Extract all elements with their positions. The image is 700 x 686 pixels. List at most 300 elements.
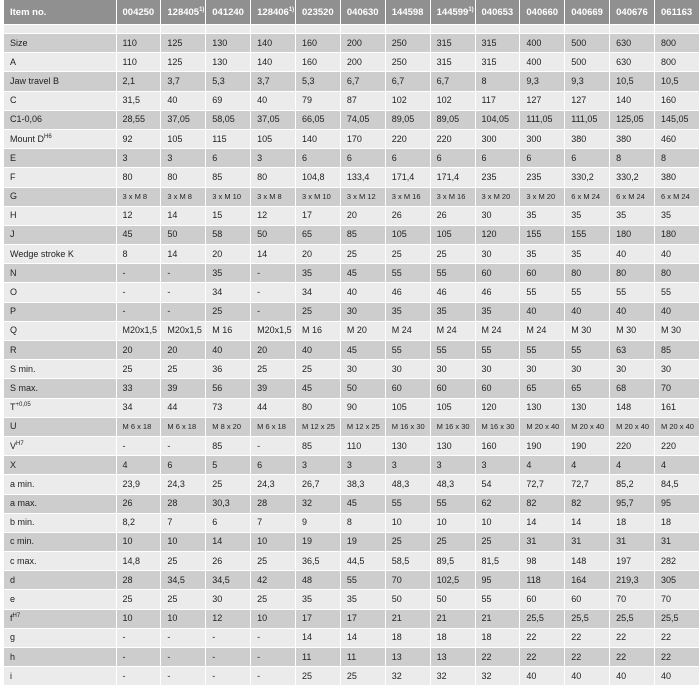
table-row	[4, 513, 700, 532]
table-cell: -	[251, 283, 296, 302]
table-cell: 80	[610, 264, 655, 283]
table-row	[4, 609, 700, 628]
table-cell: 140	[296, 129, 341, 148]
table-cell: 37,05	[161, 110, 206, 129]
table-cell: 3 x M 12	[340, 187, 385, 206]
table-cell: 55	[430, 264, 475, 283]
table-cell: M 20 x 40	[655, 417, 700, 436]
table-cell: 44,5	[340, 552, 385, 571]
table-cell: 2,1	[116, 72, 161, 91]
table-cell: 55	[565, 341, 610, 360]
table-cell: M 24	[430, 321, 475, 340]
table-cell: 14	[206, 532, 251, 551]
table-cell: 26,7	[296, 475, 341, 494]
table-cell: 46	[430, 283, 475, 302]
table-cell: 30	[206, 590, 251, 609]
table-cell: 3 x M 8	[161, 187, 206, 206]
table-cell: 380	[565, 129, 610, 148]
table-cell: 170	[340, 129, 385, 148]
table-cell: 28	[116, 571, 161, 590]
table-cell: 46	[385, 283, 430, 302]
table-cell: 30	[385, 360, 430, 379]
table-cell: 11	[296, 648, 341, 667]
table-cell: 110	[116, 34, 161, 53]
table-cell: 10	[161, 609, 206, 628]
table-cell: 50	[340, 379, 385, 398]
table-cell: -	[116, 302, 161, 321]
table-cell: 6 x M 24	[610, 187, 655, 206]
table-cell: 380	[655, 168, 700, 187]
table-cell: 25	[251, 590, 296, 609]
table-cell: 50	[385, 590, 430, 609]
table-cell: 33	[116, 379, 161, 398]
item-number-header: 004250	[116, 0, 161, 25]
table-cell: 60	[520, 590, 565, 609]
table-cell: -	[116, 264, 161, 283]
table-cell: 65	[296, 225, 341, 244]
table-cell: 6	[430, 149, 475, 168]
table-cell: 81,5	[475, 552, 520, 571]
table-cell: 66,05	[296, 110, 341, 129]
table-cell: 89,05	[430, 110, 475, 129]
table-row	[4, 456, 700, 475]
table-cell: 30	[475, 360, 520, 379]
table-cell: 13	[430, 648, 475, 667]
table-cell: 20	[296, 245, 341, 264]
table-cell: 46	[475, 283, 520, 302]
table-cell: 4	[116, 456, 161, 475]
table-row	[4, 494, 700, 513]
table-cell: 155	[565, 225, 610, 244]
table-body	[4, 25, 700, 686]
table-cell: 10	[385, 513, 430, 532]
table-cell: 45	[296, 379, 341, 398]
table-cell: 22	[610, 648, 655, 667]
table-cell: 21	[430, 609, 475, 628]
table-cell: 12	[251, 206, 296, 225]
table-cell: 19	[340, 532, 385, 551]
table-cell: 22	[565, 628, 610, 647]
table-cell: 58,05	[206, 110, 251, 129]
table-cell: 85,2	[610, 475, 655, 494]
table-cell: 24,3	[161, 475, 206, 494]
table-cell: 3	[475, 456, 520, 475]
table-cell: 200	[340, 53, 385, 72]
table-cell: 12	[206, 609, 251, 628]
table-cell: 70	[655, 379, 700, 398]
table-row	[4, 302, 700, 321]
table-cell: 800	[655, 34, 700, 53]
table-cell: 40	[655, 667, 700, 686]
table-cell: 220	[655, 436, 700, 455]
table-cell: 118	[520, 571, 565, 590]
table-row	[4, 321, 700, 340]
table-cell: -	[161, 628, 206, 647]
table-cell: 160	[296, 53, 341, 72]
table-cell: 70	[610, 590, 655, 609]
table-cell: 6 x M 24	[655, 187, 700, 206]
table-cell: 35	[565, 206, 610, 225]
table-cell: 40	[565, 302, 610, 321]
table-cell: 40	[655, 245, 700, 264]
table-cell: 14	[251, 245, 296, 264]
row-label: e	[4, 590, 116, 609]
table-cell: 10	[430, 513, 475, 532]
table-row	[4, 590, 700, 609]
table-cell: 58	[206, 225, 251, 244]
table-cell: 55	[520, 283, 565, 302]
table-cell: -	[206, 667, 251, 686]
table-cell: 25,5	[655, 609, 700, 628]
table-cell: 10	[161, 532, 206, 551]
table-cell: 13	[385, 648, 430, 667]
table-cell: 30	[565, 360, 610, 379]
row-label: C1-0,06	[4, 110, 116, 129]
table-cell: 161	[655, 398, 700, 417]
table-cell: 85	[296, 436, 341, 455]
table-cell: 20	[206, 245, 251, 264]
table-cell: 25	[430, 532, 475, 551]
row-label: G	[4, 187, 116, 206]
table-cell: 5	[206, 456, 251, 475]
table-cell: 10	[116, 609, 161, 628]
table-cell: 62	[475, 494, 520, 513]
table-cell: M 20 x 40	[565, 417, 610, 436]
table-cell: 35	[340, 590, 385, 609]
table-cell: -	[116, 628, 161, 647]
table-cell: 10	[475, 513, 520, 532]
row-label: a min.	[4, 475, 116, 494]
table-cell: 50	[161, 225, 206, 244]
table-cell: 45	[116, 225, 161, 244]
table-cell: 6,7	[385, 72, 430, 91]
table-cell: 500	[565, 53, 610, 72]
table-cell: 32	[296, 494, 341, 513]
table-cell: 3 x M 10	[296, 187, 341, 206]
table-cell: 70	[385, 571, 430, 590]
table-row	[4, 187, 700, 206]
table-cell: 55	[430, 494, 475, 513]
table-cell: 74,05	[340, 110, 385, 129]
table-cell: 180	[655, 225, 700, 244]
table-cell: 164	[565, 571, 610, 590]
table-cell: 6	[161, 456, 206, 475]
item-number-header: 040660	[520, 0, 565, 25]
table-cell: -	[161, 436, 206, 455]
row-label: S min.	[4, 360, 116, 379]
table-cell: 34,5	[206, 571, 251, 590]
table-cell: 6,7	[430, 72, 475, 91]
item-no-header: Item no.	[4, 0, 116, 25]
table-cell: 300	[520, 129, 565, 148]
table-cell: 34	[116, 398, 161, 417]
table-cell: 79	[296, 91, 341, 110]
table-cell: 6,7	[340, 72, 385, 91]
table-cell: 56	[206, 379, 251, 398]
table-cell: 50	[430, 590, 475, 609]
table-cell: -	[161, 667, 206, 686]
table-cell: 17	[296, 609, 341, 628]
table-cell: 6	[520, 149, 565, 168]
row-label: O	[4, 283, 116, 302]
table-cell: 72,7	[565, 475, 610, 494]
table-cell: 20	[161, 341, 206, 360]
table-cell: 89,5	[430, 552, 475, 571]
table-cell: M 16 x 30	[385, 417, 430, 436]
table-cell: 30	[430, 360, 475, 379]
table-cell: 171,4	[385, 168, 430, 187]
table-cell: 28,55	[116, 110, 161, 129]
table-cell: -	[251, 302, 296, 321]
row-label: A	[4, 53, 116, 72]
table-cell: 35	[296, 264, 341, 283]
table-cell: 25	[385, 245, 430, 264]
table-cell: 25	[206, 475, 251, 494]
table-cell: 95	[655, 494, 700, 513]
table-cell: 120	[475, 398, 520, 417]
table-cell: 36,5	[296, 552, 341, 571]
table-cell: 25	[161, 552, 206, 571]
table-cell: 7	[161, 513, 206, 532]
item-number-header: 040669	[565, 0, 610, 25]
table-cell: 125	[161, 34, 206, 53]
table-cell: 35	[520, 245, 565, 264]
table-cell: 130	[385, 436, 430, 455]
table-cell: 25,5	[610, 609, 655, 628]
table-cell: 25	[296, 360, 341, 379]
table-cell: 55	[385, 494, 430, 513]
table-cell: -	[251, 628, 296, 647]
row-label: $V^{H7}$	[4, 436, 116, 455]
table-cell: 3 x M 20	[475, 187, 520, 206]
table-cell: 80	[655, 264, 700, 283]
table-row	[4, 264, 700, 283]
table-cell: 111,05	[565, 110, 610, 129]
table-cell: 102,5	[430, 571, 475, 590]
table-cell: 380	[610, 129, 655, 148]
item-number-header: 144599$^{1)}$	[430, 0, 475, 25]
row-label: Size	[4, 34, 116, 53]
table-cell: 22	[655, 648, 700, 667]
table-cell: 20	[251, 341, 296, 360]
table-cell: 8	[655, 149, 700, 168]
row-label: c min.	[4, 532, 116, 551]
table-cell: 10	[116, 532, 161, 551]
table-cell: 25	[116, 360, 161, 379]
table-cell: 190	[565, 436, 610, 455]
table-cell: 31	[565, 532, 610, 551]
table-cell: 18	[385, 628, 430, 647]
item-number-header: 040676	[610, 0, 655, 25]
table-cell: 15	[206, 206, 251, 225]
table-cell: 60	[475, 264, 520, 283]
table-cell: -	[251, 264, 296, 283]
table-cell: 3	[296, 456, 341, 475]
table-row	[4, 225, 700, 244]
table-cell: 6	[385, 149, 430, 168]
row-label: N	[4, 264, 116, 283]
table-cell: 98	[520, 552, 565, 571]
table-cell: 63	[610, 341, 655, 360]
table-cell: 25	[296, 667, 341, 686]
table-cell: 800	[655, 53, 700, 72]
table-cell: 80	[251, 168, 296, 187]
table-cell: 84,5	[655, 475, 700, 494]
table-cell: 55	[430, 341, 475, 360]
item-number-header: 040653	[475, 0, 520, 25]
table-cell: 400	[520, 53, 565, 72]
row-label: E	[4, 149, 116, 168]
row-label: F	[4, 168, 116, 187]
table-cell: 6	[475, 149, 520, 168]
table-cell: 32	[430, 667, 475, 686]
table-cell: 35	[475, 302, 520, 321]
table-cell: 22	[565, 648, 610, 667]
table-cell: 133,4	[340, 168, 385, 187]
table-cell: M 20 x 40	[520, 417, 565, 436]
table-cell: M 30	[565, 321, 610, 340]
table-row	[4, 149, 700, 168]
table-cell: 18	[430, 628, 475, 647]
table-cell: 85	[655, 341, 700, 360]
header-row	[4, 0, 700, 25]
table-cell: 148	[565, 552, 610, 571]
table-row	[4, 667, 700, 686]
table-cell: 35	[206, 264, 251, 283]
table-cell: 8	[475, 72, 520, 91]
table-cell: 35	[565, 245, 610, 264]
table-cell: 105	[385, 225, 430, 244]
table-cell: 18	[655, 513, 700, 532]
table-cell: 3 x M 10	[206, 187, 251, 206]
table-cell: 115	[206, 129, 251, 148]
table-row	[4, 283, 700, 302]
table-cell: 160	[296, 34, 341, 53]
table-cell: 10,5	[655, 72, 700, 91]
table-cell: 190	[520, 436, 565, 455]
table-cell: 42	[251, 571, 296, 590]
table-cell: 11	[340, 648, 385, 667]
table-cell: 40	[251, 91, 296, 110]
table-cell: -	[206, 648, 251, 667]
table-cell: M20x1,5	[161, 321, 206, 340]
table-cell: 14	[161, 206, 206, 225]
table-row	[4, 53, 700, 72]
table-cell: 26	[206, 552, 251, 571]
row-label: i	[4, 667, 116, 686]
table-cell: 25	[251, 360, 296, 379]
table-cell: M 30	[610, 321, 655, 340]
table-cell: 48,3	[385, 475, 430, 494]
table-cell: 40	[610, 245, 655, 264]
item-number-header: 144598	[385, 0, 430, 25]
table-cell: -	[161, 302, 206, 321]
table-cell: 220	[610, 436, 655, 455]
item-number-header: 061163	[655, 0, 700, 25]
item-number-header: 128406$^{1)}$	[251, 0, 296, 25]
table-cell: M 16	[206, 321, 251, 340]
table-row	[4, 379, 700, 398]
table-cell: 18	[475, 628, 520, 647]
table-cell: 22	[475, 648, 520, 667]
table-cell: 250	[385, 53, 430, 72]
item-number-header: 040630	[340, 0, 385, 25]
table-cell: 4	[520, 456, 565, 475]
table-cell: 87	[340, 91, 385, 110]
row-label: h	[4, 648, 116, 667]
table-cell: 8	[340, 513, 385, 532]
table-cell: 219,3	[610, 571, 655, 590]
table-cell: M 6 x 18	[116, 417, 161, 436]
table-cell: 110	[116, 53, 161, 72]
table-cell: 95,7	[610, 494, 655, 513]
table-cell: 4	[610, 456, 655, 475]
table-cell: 24,3	[251, 475, 296, 494]
table-cell: 200	[340, 34, 385, 53]
table-cell: 20	[340, 206, 385, 225]
table-cell: 104,05	[475, 110, 520, 129]
table-cell: 6	[251, 456, 296, 475]
table-cell: 3	[385, 456, 430, 475]
table-cell: 10	[251, 609, 296, 628]
table-cell: 125	[161, 53, 206, 72]
table-cell: 85	[206, 168, 251, 187]
table-cell: 60	[520, 264, 565, 283]
table-cell: 35	[296, 590, 341, 609]
table-cell: 30	[520, 360, 565, 379]
table-cell: 105	[251, 129, 296, 148]
table-cell: -	[161, 264, 206, 283]
table-cell: 40	[206, 341, 251, 360]
row-label: X	[4, 456, 116, 475]
table-cell: 23,9	[116, 475, 161, 494]
table-cell: 55	[610, 283, 655, 302]
table-row	[4, 34, 700, 53]
table-row	[4, 398, 700, 417]
row-label: C	[4, 91, 116, 110]
table-cell: 38,3	[340, 475, 385, 494]
table-cell: 30	[475, 245, 520, 264]
table-cell: 125,05	[610, 110, 655, 129]
table-cell: 130	[206, 34, 251, 53]
table-cell: -	[161, 283, 206, 302]
table-row	[4, 129, 700, 148]
table-cell: 40	[565, 667, 610, 686]
table-cell: 460	[655, 129, 700, 148]
table-cell: 55	[520, 341, 565, 360]
table-cell: 40	[610, 667, 655, 686]
table-cell: 32	[475, 667, 520, 686]
table-cell: 25	[161, 590, 206, 609]
table-cell: 220	[385, 129, 430, 148]
table-cell: 18	[610, 513, 655, 532]
table-cell: 39	[161, 379, 206, 398]
table-cell: 31	[655, 532, 700, 551]
table-cell: 30	[340, 360, 385, 379]
table-cell: 50	[251, 225, 296, 244]
table-cell: 25	[430, 245, 475, 264]
table-row	[4, 168, 700, 187]
row-label: J	[4, 225, 116, 244]
table-row	[4, 206, 700, 225]
table-cell: 4	[655, 456, 700, 475]
table-cell: 44	[251, 398, 296, 417]
table-cell: 92	[116, 129, 161, 148]
table-row	[4, 552, 700, 571]
table-cell: 145,05	[655, 110, 700, 129]
table-cell: 40	[520, 667, 565, 686]
table-cell: 26	[430, 206, 475, 225]
